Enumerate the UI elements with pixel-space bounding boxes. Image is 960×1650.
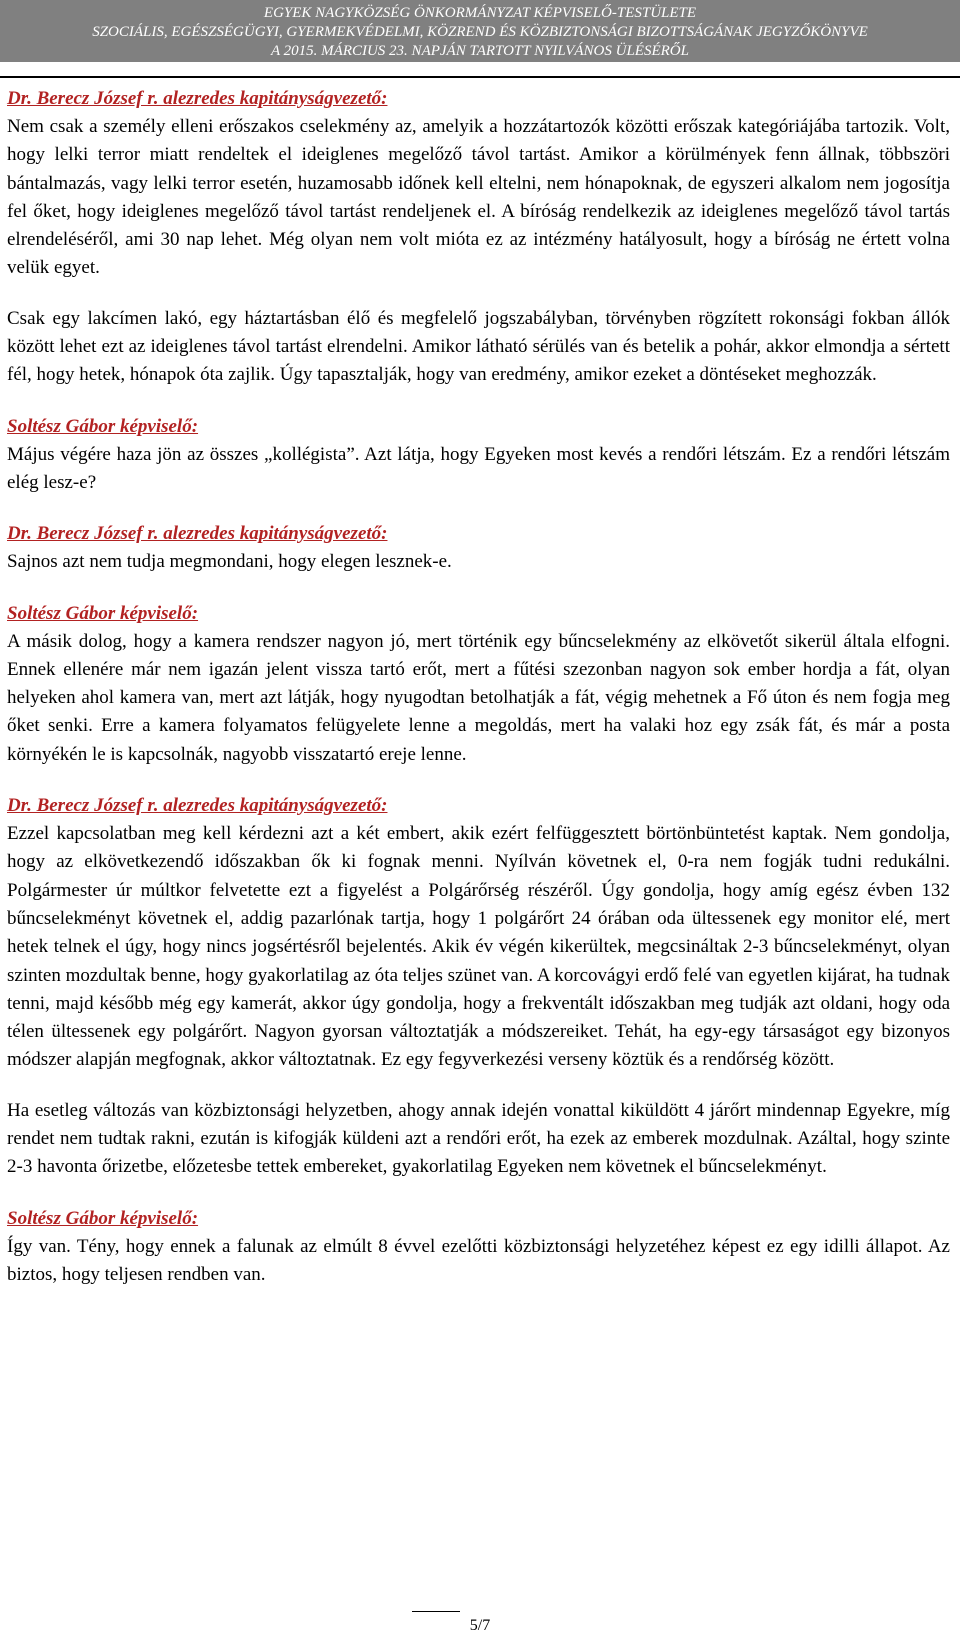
speech-block (7, 413, 950, 498)
speech-paragraph: A másik dolog, hogy a kamera rendszer nagyon jó, mert történik egy bűncselekmény az elkövetőt sikerül általa elfogni. Ennek ellenére már nem igazán jelent vissza tartó erőt, mert a fűtési szezonban nagyon sok ember hordja a fát, olyan helyeken ahol kamera van, mert azt látják, hogy nyugodtan betolhatják a fát, végig mehetnek a Fő úton és nem fogja meg őket senki. Erre a kamera folyamatos felügyelete lenne a megoldás, mert ha valaki hoz egy zsák fát, és már a posta környékén le is kapcsolnák, nagyobb visszatartó ereje lenne. (7, 630, 950, 765)
speech-block (7, 520, 950, 576)
speaker-name: Dr. Berecz József r. alezredes kapitányságvezető: (7, 523, 388, 545)
header-council-name: EGYEK NAGYKÖZSÉG ÖNKORMÁNYZAT KÉPVISELŐ-TESTÜLETE (263, 5, 697, 21)
footer-divider (412, 1611, 460, 1612)
header-divider (0, 76, 960, 78)
header-committee-name: SZOCIÁLIS, EGÉSZSÉGÜGYI, GYERMEKVÉDELMI, KÖZREND ÉS KÖZBIZTONSÁGI BIZOTTSÁGÁNAK JEGYZŐKÖNYVE (92, 24, 868, 40)
speech-paragraph: Csak egy lakcímen lakó, egy háztartásban élő és megfelelő jogszabályban, törvényben rögzített rokonsági fokban állók között lehet ezt az ideiglenes távol tartást elrendelni. Amikor látható sérülés van és betelik a pohár, akkor elmondja a sértett fél, hogy hetek, hónapok óta zajlik. Úgy tapasztalják, hogy van eredmény, amikor ezeket a döntéseket meghozzák. (7, 307, 950, 386)
speech-block (7, 1205, 950, 1290)
speaker-name: Dr. Berecz József r. alezredes kapitányságvezető: (7, 795, 388, 817)
page-number: 5/7 (469, 1617, 491, 1634)
speaker-name: Dr. Berecz József r. alezredes kapitányságvezető: (7, 88, 388, 109)
speech-block (7, 85, 950, 390)
speaker-name: Soltész Gábor képviselő: (7, 602, 199, 624)
document-header (0, 0, 960, 62)
speech-paragraph: Május végére haza jön az összes „kollégista”. Azt látja, hogy Egyeken most kevés a rendőri létszám. Ez a rendőri létszám elég lesz-e? (7, 443, 950, 493)
speaker-name: Soltész Gábor képviselő: (7, 1207, 199, 1229)
speech-paragraph: Ha esetleg változás van közbiztonsági helyzetben, ahogy annak idején vonattal kiküldött 4 járőrt mindennap Egyekre, míg rendet nem tudtak rakni, ezután is kifogják küldeni azt a rendőri erőt, ha ezek az emberek mozdulnak. Azáltal, hogy szinte 2-3 havonta őrizetbe, előzetesbe tettek embereket, gyakorlatilag Egyeken nem követnek el bűncselekményt. (7, 1099, 950, 1178)
speech-paragraph: Így van. Tény, hogy ennek a falunak az elmúlt 8 évvel ezelőtti közbiztonsági helyzetéhez képest ez egy idilli állapot. Az biztos, hogy teljesen rendben van. (7, 1235, 950, 1285)
minutes-body (7, 85, 950, 1312)
speech-paragraph: Sajnos azt nem tudja megmondani, hogy elegen lesznek-e. (7, 551, 452, 573)
speech-paragraph: Nem csak a személy elleni erőszakos cselekmény az, amelyik a hozzátartozók közötti erőszak kategóriájába tartozik. Volt, hogy lelki terror miatt rendeltek el ideiglenes megelőző távol tartást. Amikor a körülmények fenn állnak, többszöri bántalmazás, vagy lelki terror esetén, huzamosabb időnek kell eltelni, nem hónapoknak, de egyszeri alkalom nem jogosítja fel őket, hogy ideiglenes megelőző távol tartást rendeljenek el. A bíróság rendelkezik az ideiglenes megelőző távol tartás elrendeléséről, ami 30 nap lehet. Még olyan nem volt mióta ez az intézmény hatályosult, hogy a bíróság ne értett volna velük egyet. (7, 116, 950, 279)
speech-paragraph: Ezzel kapcsolatban meg kell kérdezni azt a két embert, akik ezért felfüggesztett börtönbüntetést kaptak. Nem gondolja, hogy az elkövetkezendő időszakban ők ki fognak menni. Nyílván követnek el, 0-ra nem fogják tudni redukálni. Polgármester úr múltkor felvetette ezt a figyelést a Polgárőrség részéről. Úgy gondolja, hogy amíg egész évben 132 bűncselekményt követnek el, addig pazarlónak tartja, hogy 1 polgárőrt 24 órában oda ültessenek egy monitor elé, mert hetek telnek el úgy, hogy nincs jogsértésről bejelentés. Akik év végén kikerültek, megcsináltak 2-3 bűncselekményt, olyan szinten mozdultak benne, hogy gyakorlatilag az óta teljes szünet van. A korcovágyi erdő felé van egyetlen kijárat, ha tudnak tenni, majd később még egy kamerát, akkor úgy gondolja, hogy a frekventált időszakban meg tudják azt oldani, hogy oda télen ültessenek egy polgárőrt. Nagyon gyorsan változtatják a módszereiket. Tehát, ha egy-egy társaságot egy bizonyos módszer alapján megfognak, akkor változtatnak. Ez egy fegyverkezési verseny köztük és a rendőrség között. (7, 823, 950, 1071)
speech-block (7, 792, 950, 1182)
speaker-name: Soltész Gábor képviselő: (7, 415, 199, 437)
speech-block (7, 600, 950, 769)
header-session-date: A 2015. MÁRCIUS 23. NAPJÁN TARTOTT NYILVÁNOS ÜLÉSÉRŐL (271, 43, 689, 59)
